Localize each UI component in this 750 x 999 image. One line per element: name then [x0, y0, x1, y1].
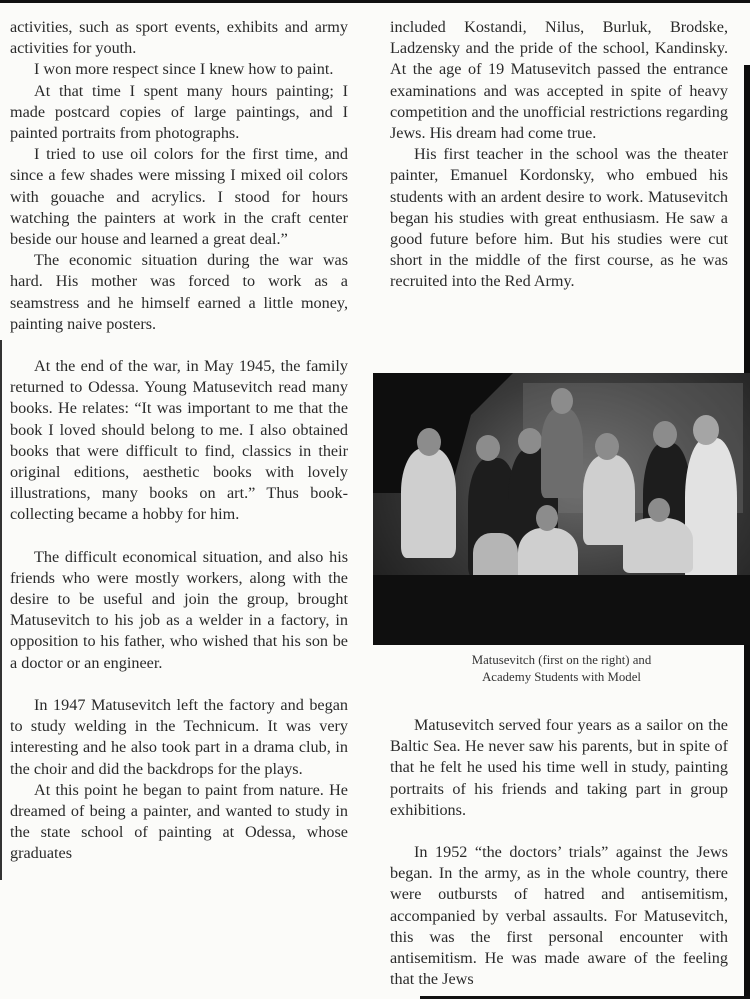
paragraph: I tried to use oil colors for the first time, and since a few shades were missing I mixed oil colors with gouache and acrylics. I stood for hours watching the painters at work in the craft center beside our house and learned a great deal.”: [10, 145, 348, 249]
photo-image: [373, 373, 750, 645]
paragraph: In 1947 Matusevitch left the factory and began to study welding in the Technicum. It was very interesting and he also took part in a drama club, in the choir and did the backdrops for the plays.: [10, 695, 348, 778]
caption-line: Matusevitch (first on the right) and: [471, 653, 652, 667]
paragraph: At the end of the war, in May 1945, the family returned to Odessa. Young Matusevitch read many books. He relates: “It was important to me that the book I loved should belong to me. I also obtained books that were difficult to find, classics in their original editions, aesthetic books with lovely illustrations, many books on art.” Thus book-collecting became a hobby for him.: [10, 357, 348, 524]
model-head: [551, 388, 573, 414]
page-left-edge: [0, 340, 2, 880]
seated-head: [536, 505, 558, 531]
person-head: [417, 428, 441, 456]
right-text-column-bottom: [390, 715, 728, 990]
paragraph: activities, such as sport events, exhibits and army activities for youth.: [10, 18, 348, 58]
left-text-column: [10, 17, 348, 865]
photo-caption: [373, 652, 750, 686]
paragraph: The difficult economical situation, and also his friends who were mostly workers, along with the desire to be useful and join the group, brought Matusevitch to his job as a welder in a factory, in opposition to his father, who wished that his son be a doctor or an engineer.: [10, 547, 348, 672]
matusevitch-head: [693, 415, 719, 445]
photo-floor: [373, 575, 750, 645]
page-top-border: [0, 0, 750, 3]
person-head: [518, 428, 542, 454]
person-head: [476, 435, 500, 461]
seated-person: [623, 518, 693, 573]
caption-line: Academy Students with Model: [482, 670, 641, 684]
person-head: [653, 421, 677, 448]
paragraph: I won more respect since I knew how to paint.: [34, 60, 334, 79]
paragraph: At that time I spent many hours painting; I made postcard copies of large paintings, and I painted portraits from photographs.: [10, 81, 348, 143]
person-head: [595, 433, 619, 460]
paragraph: In 1952 “the doctors’ trials” against the Jews began. In the army, as in the whole country, there were outbursts of hatred and antisemitism, accompanied by verbal assaults. For Matusevitch, this was the first personal encounter with antisemitism. He was made aware of the feeling that the Jews: [390, 843, 728, 989]
model-figure: [541, 408, 583, 498]
paragraph: His first teacher in the school was the theater painter, Emanuel Kordonsky, who embued his students with an ardent desire to work. Matusevitch began his studies with great enthusiasm. He saw a good future before him. But his studies were cut short in the middle of the first course, as he was recruited into the Red Army.: [390, 145, 728, 291]
paragraph: Matusevitch served four years as a sailor on the Baltic Sea. He never saw his parents, but in spite of that he felt he used his time well in study, painting portraits of his friends and taking part in group exhibitions.: [390, 716, 728, 819]
seated-head: [648, 498, 670, 522]
paragraph: The economic situation during the war was hard. His mother was forced to work as a seamstress and he himself earned a little money, painting naive posters.: [10, 251, 348, 333]
person-figure: [401, 448, 456, 558]
paragraph: At this point he began to paint from nature. He dreamed of being a painter, and wanted to study in the state school of painting at Odessa, whose graduates: [10, 780, 348, 863]
paragraph: included Kostandi, Nilus, Burluk, Brodske, Ladzensky and the pride of the school, Kandinsky. At the age of 19 Matusevitch passed the entrance examinations and was accepted in spite of heavy competition and the unofficial restrictions regarding Jews. His dream had come true.: [390, 18, 728, 143]
right-text-column-top: [390, 17, 728, 293]
group-photo: [373, 373, 750, 645]
